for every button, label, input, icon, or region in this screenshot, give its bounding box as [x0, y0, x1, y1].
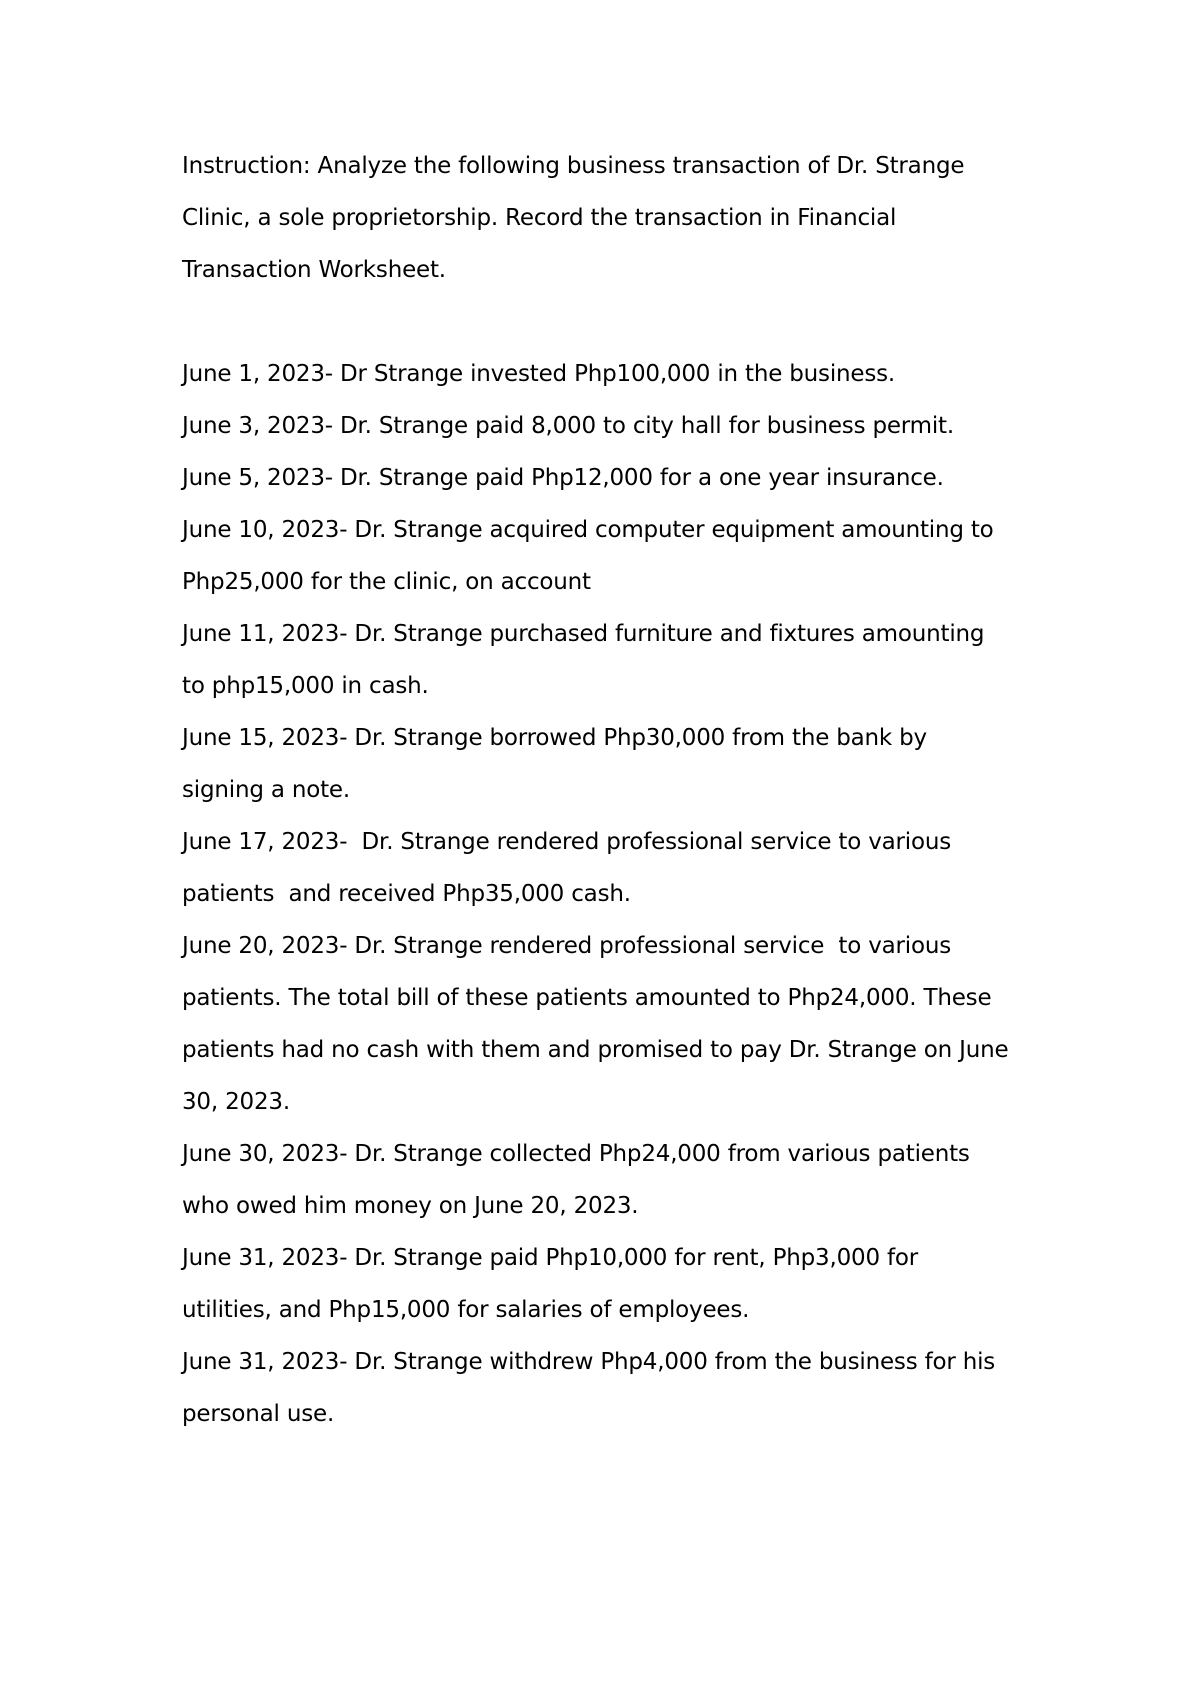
- transaction-line: to php15,000 in cash.: [182, 673, 429, 699]
- transaction-line: June 5, 2023- Dr. Strange paid Php12,000 for a one year insurance.: [182, 465, 944, 491]
- transaction-line: June 3, 2023- Dr. Strange paid 8,000 to city hall for business permit.: [182, 413, 954, 439]
- transaction-line: June 1, 2023- Dr Strange invested Php100,000 in the business.: [182, 361, 896, 387]
- transaction-line: June 30, 2023- Dr. Strange collected Php24,000 from various patients: [182, 1141, 970, 1167]
- instruction-line: Instruction: Analyze the following business transaction of Dr. Strange: [182, 153, 965, 179]
- transaction-line: June 31, 2023- Dr. Strange paid Php10,000 for rent, Php3,000 for: [182, 1245, 919, 1271]
- transaction-line: June 17, 2023- Dr. Strange rendered professional service to various: [182, 829, 952, 855]
- transaction-line: patients. The total bill of these patients amounted to Php24,000. These: [182, 985, 992, 1011]
- transaction-line: who owed him money on June 20, 2023.: [182, 1193, 639, 1219]
- transaction-line: June 31, 2023- Dr. Strange withdrew Php4,000 from the business for his: [182, 1349, 996, 1375]
- transaction-line: June 11, 2023- Dr. Strange purchased furniture and fixtures amounting: [182, 621, 985, 647]
- instruction-line: Transaction Worksheet.: [182, 257, 446, 283]
- transaction-line: patients and received Php35,000 cash.: [182, 881, 631, 907]
- document-body: [182, 140, 1042, 1440]
- transaction-line: 30, 2023.: [182, 1089, 290, 1115]
- transaction-line: June 15, 2023- Dr. Strange borrowed Php30,000 from the bank by: [182, 725, 927, 751]
- transaction-line: signing a note.: [182, 777, 350, 803]
- transaction-line: June 20, 2023- Dr. Strange rendered professional service to various: [182, 933, 952, 959]
- instruction-paragraph: [182, 140, 1042, 296]
- paragraph-spacer: [182, 296, 1042, 348]
- transaction-line: Php25,000 for the clinic, on account: [182, 569, 591, 595]
- instruction-line: Clinic, a sole proprietorship. Record the transaction in Financial: [182, 205, 897, 231]
- transaction-line: June 10, 2023- Dr. Strange acquired computer equipment amounting to: [182, 517, 994, 543]
- transaction-line: patients had no cash with them and promised to pay Dr. Strange on June: [182, 1037, 1009, 1063]
- transaction-list: [182, 348, 1042, 1440]
- transaction-line: utilities, and Php15,000 for salaries of employees.: [182, 1297, 750, 1323]
- transaction-line: personal use.: [182, 1401, 335, 1427]
